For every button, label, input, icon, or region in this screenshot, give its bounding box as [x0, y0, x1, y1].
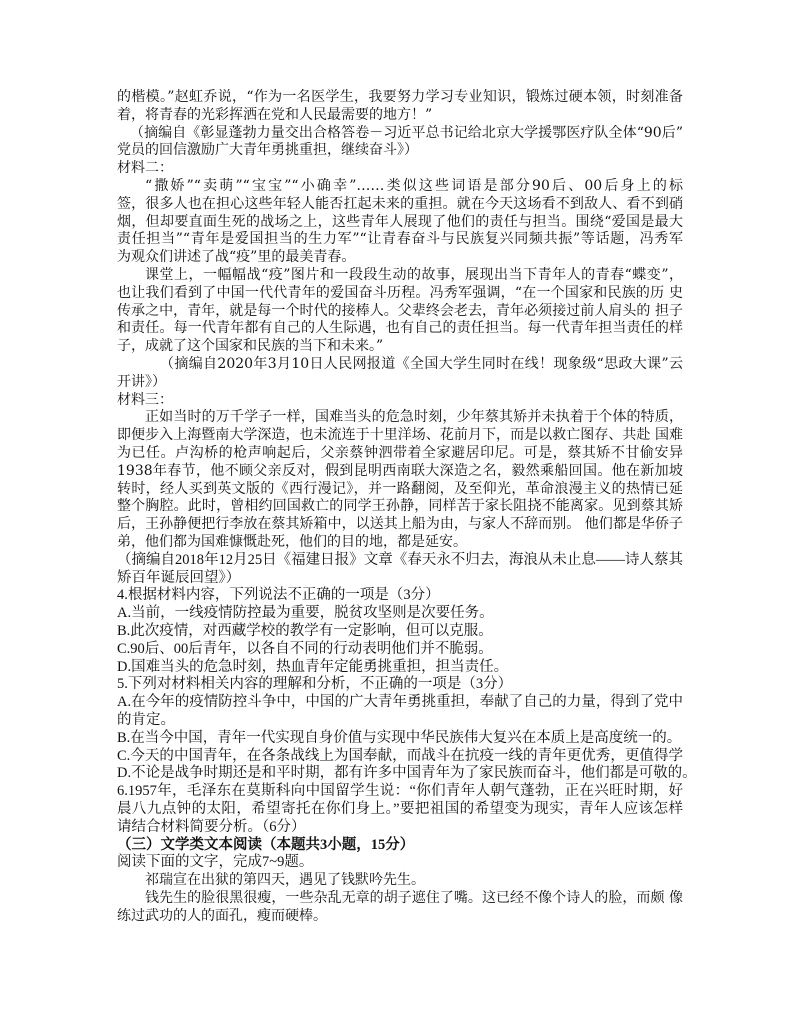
source-citation: （摘编自2018年12月25日《福建日报》文章《春天永不归去，海浪从未止息——诗人蔡其 [117, 551, 683, 568]
text-line: 签，很多人也在担心这些年轻人能否扛起未来的重担。就在今天这场看不到敌人、看不到硝 [117, 195, 683, 212]
option-d: D.不论是战争时期还是和平时期，都有许多中国青年为了家民族而奋斗，他们都是可敬的。 [117, 765, 697, 782]
text-line: 练过武功的人的面孔，瘦而硬棒。 [117, 907, 327, 924]
option-a-cont: 的肯定。 [117, 712, 175, 728]
question-6-cont: 晨八九点钟的太阳，希望寄托在你们身上。”要把祖国的希望变为现实，青年人应该怎样 [117, 801, 683, 817]
instructions: 阅读下面的文字，完成7~9题。 [117, 854, 314, 871]
text-line: 着，将青春的光彩挥洒在党和人民最需要的地方！” [117, 106, 433, 123]
source-citation: 党员的回信激励广大青年勇挑重担，继续奋斗》） [117, 142, 418, 159]
text-line: 和责任。每一代青年都有自己的人生际遇，也有自己的责任担当。每一代青年担当责任的样 [117, 320, 683, 337]
text-line: 课堂上，一幅幅战“疫”图片和一段段生动的故事，展现出当下青年人的青春“蝶变”， [145, 267, 683, 283]
question-6-cont: 请结合材料简要分析。（6分） [117, 818, 306, 835]
option-c: C.今天的中国青年，在各条战线上为国奉献，而战斗在抗疫一线的青年更优秀，更值得学 [117, 747, 683, 764]
source-citation: （摘编自《彰显蓬勃力量交出合格答卷－习近平总书记给北京大学援鄂医疗队全体“90后” [130, 124, 683, 141]
text-line: 的楷模。”赵虹乔说，“作为一名医学生，我要努力学习专业知识，锻炼过硬本领，时刻准备 [117, 89, 683, 105]
section-title: （三）文学类文本阅读（本题共3小题，15分） [117, 836, 415, 853]
option-d: D.国难当头的危急时刻，热血青年定能勇挑重担，担当责任。 [117, 658, 509, 675]
text-line: 烟，但却要直面生死的战场之上，这些青年人展现了他们的责任与担当。围绕“爱国是最大 [117, 213, 683, 230]
text-line: 后，王孙静便把行李放在蔡其矫箱中，以送其上船为由，与家人不辞而别。 他们都是华侨子 [117, 516, 683, 533]
question-4: 4.根据材料内容，下列说法不正确的一项是（3分） [117, 587, 440, 604]
text-line: 为已任。卢沟桥的枪声响起后，父亲蔡钟泗带着全家避居印尼。可是，蔡其矫不甘偷安异 [117, 445, 683, 461]
source-citation: 开讲》） [117, 373, 166, 390]
text-line: 整个胸腔。此时，曾相约回国救亡的同学王孙静，同样苦于家长阻挠不能离家。见到蔡其矫 [117, 498, 683, 515]
text-line: 责任担当”“青年是爱国担当的生力军”“让青春奋斗与民族复兴同频共振”等话题，冯秀军 [117, 231, 683, 248]
text-line: 祁瑞宣在出狱的第四天，遇见了钱默吟先生。 [145, 872, 425, 889]
text-line: 转时，经人买到英文版的《西行漫记》，并一路翻阅，及至仰光，革命浪漫主义的热情已延 [117, 480, 683, 497]
source-citation: （摘编自2020年3月10日人民网报道《全国大学生同时在线！现象级“思政大课”云 [160, 356, 683, 372]
question-5: 5.下列对材料相关内容的理解和分析，不正确的一项是（3分） [117, 676, 513, 693]
option-a: A.当前，一线疫情防控最为重要，脱贫攻坚则是次要任务。 [117, 605, 494, 622]
text-line: 传承之中，青年，就是每一个时代的接棒人。父辈终会老去，青年必须接过前人肩头的 担子 [117, 302, 683, 319]
section-heading: 材料二： [117, 160, 173, 177]
option-c: C.90后、00后青年，以各自不同的行动表明他们并不脆弱。 [117, 640, 493, 657]
section-heading: 材料三： [117, 391, 173, 408]
text-line: 也让我们看到了中国一代代青年的爱国奋斗历程。冯秀军强调，“在一个国家和民族的历 史 [117, 284, 683, 301]
text-line: 即便步入上海暨南大学深造，也未流连于十里洋场、花前月下，而是以救亡图存、共赴 国难 [117, 427, 683, 444]
question-6: 6.1957年，毛泽东在莫斯科向中国留学生说：“你们青年人朝气蓬勃，正在兴旺时期，好 [117, 783, 683, 800]
source-citation: 矫百年诞辰回望》） [117, 569, 241, 586]
text-line: 正如当时的万千学子一样，国难当头的危急时刻，少年蔡其矫并未执着于个体的特质， [145, 409, 683, 426]
option-b: B.在当今中国，青年一代实现自身价值与实现中华民族伟大复兴在本质上是高度统一的。 [117, 729, 682, 746]
text-line: 为观众们讲述了战“疫”里的最美青春。 [117, 249, 356, 266]
text-line: 钱先生的脸很黑很瘦，一些杂乱无章的胡子遮住了嘴。这已经不像个诗人的脸，而颇 像 [145, 890, 683, 906]
option-a: A.在今年的疫情防控斗争中，中国的广大青年勇挑重担，奉献了自己的力量，得到了党中 [117, 694, 683, 711]
option-b: B.此次疫情，对西藏学校的教学有一定影响，但可以克服。 [117, 623, 493, 639]
text-line: 子，成就了这个国家和民族的当下和未来。” [117, 338, 384, 355]
text-line: 1938年春节，他不顾父亲反对，假到昆明西南联大深造之名，毅然乘船回国。他在新加坡 [117, 462, 683, 479]
text-line: “撒娇”“卖萌”“宝宝”“小确幸”……类似这些词语是部分90后、00后身上的标 [145, 178, 683, 194]
text-line: 弟，他们都为国难慷慨赴死，他们的目的地，都是延安。 [117, 534, 467, 550]
